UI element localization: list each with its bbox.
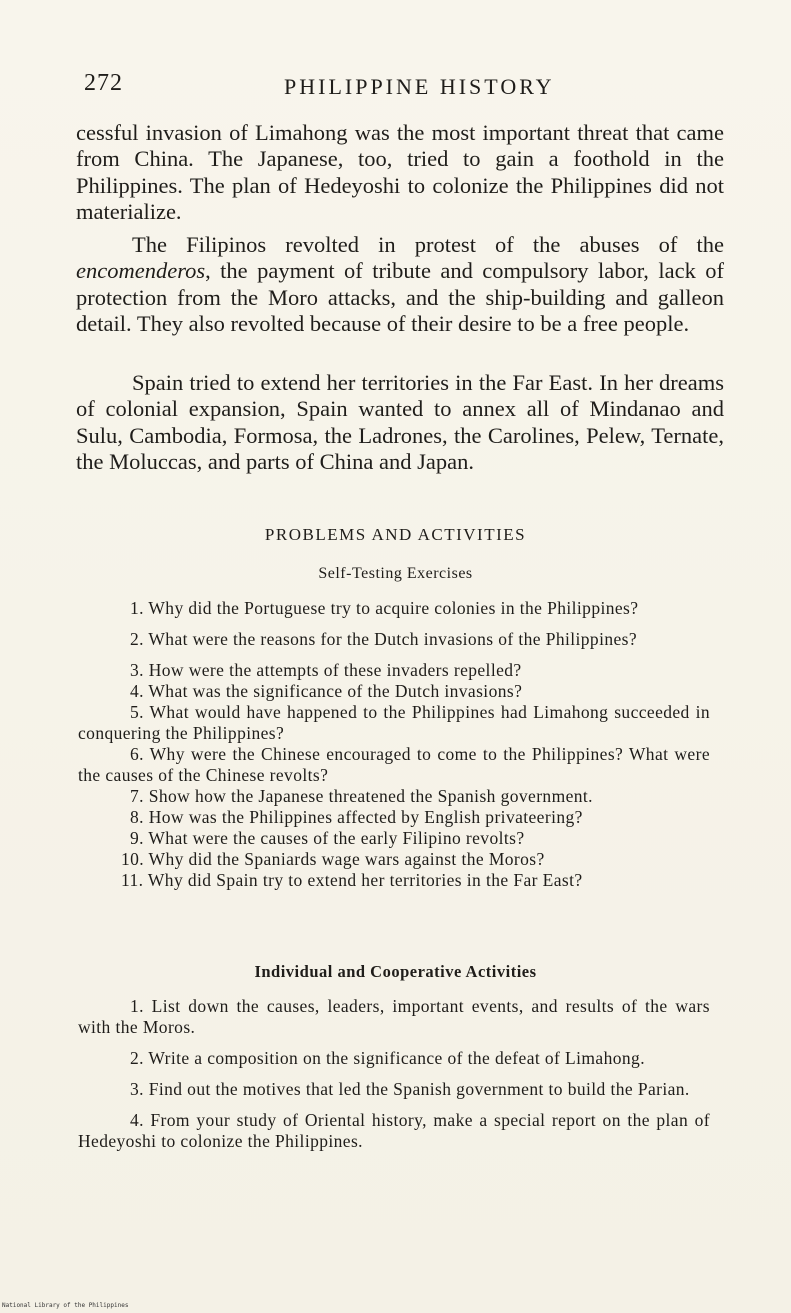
activity-item: 2. Write a composition on the significance of the defeat of Limahong. bbox=[130, 1048, 645, 1068]
activities-heading: Individual and Cooperative Activities bbox=[254, 962, 537, 981]
exercise-item: 9. What were the causes of the early Filipino revolts? bbox=[130, 828, 525, 848]
self-testing-heading: Self-Testing Exercises bbox=[318, 565, 473, 582]
running-head: PHILIPPINE HISTORY bbox=[284, 74, 555, 99]
exercise-item: 4. What was the significance of the Dutch invasions? bbox=[130, 681, 523, 701]
library-stamp: National Library of the Philippines bbox=[2, 1302, 129, 1309]
body-paragraph-2 bbox=[76, 232, 724, 337]
exercise-item: 3. How were the attempts of these invaders repelled? bbox=[130, 660, 522, 680]
exercise-item: 7. Show how the Japanese threatened the Spanish government. bbox=[130, 786, 593, 806]
paragraph-text: Spain tried to extend her territories in the Far East. In her dreams of colonial expansion, Spain wanted to annex all of Mindanao and Sulu, Cambodia, Formosa, the Ladrones, the Carolines, Pelew, Ternate, the Moluccas, and parts of China and Japan. bbox=[76, 370, 724, 474]
exercise-item: 10. Why did the Spaniards wage wars against the Moros? bbox=[121, 849, 545, 869]
exercise-item: 11. Why did Spain try to extend her territories in the Far East? bbox=[121, 870, 583, 890]
paragraph-text: The Filipinos revolted in protest of the abuses of the encomenderos, the payment of tribute and compulsory labor, lack of protection from the Moro attacks, and the ship-building and galleon detail. They also revolted because of their desire to be a free people. bbox=[76, 232, 724, 336]
body-paragraph-1 bbox=[76, 120, 724, 225]
exercise-item: 1. Why did the Portuguese try to acquire colonies in the Philippines? bbox=[130, 598, 639, 618]
self-testing-list bbox=[78, 598, 710, 891]
exercise-item: 8. How was the Philippines affected by English privateering? bbox=[130, 807, 583, 827]
page-header bbox=[84, 70, 724, 106]
exercise-item: 5. What would have happened to the Philippines had Limahong succeeded in conquering the Philippines? bbox=[78, 702, 710, 743]
exercise-item: 2. What were the reasons for the Dutch invasions of the Philippines? bbox=[130, 629, 638, 649]
body-paragraph-3 bbox=[76, 370, 724, 475]
problems-heading: PROBLEMS AND ACTIVITIES bbox=[264, 525, 527, 544]
activity-item: 1. List down the causes, leaders, important events, and results of the wars with the Moros. bbox=[78, 996, 710, 1037]
paragraph-text: cessful invasion of Limahong was the most important threat that came from China. The Japanese, too, tried to gain a foothold in the Philippines. The plan of Hedeyoshi to colonize the Philippines did not materialize. bbox=[76, 120, 724, 224]
exercise-item: 6. Why were the Chinese encouraged to come to the Philippines? What were the causes of the Chinese revolts? bbox=[78, 744, 710, 785]
activity-item: 3. Find out the motives that led the Spanish government to build the Parian. bbox=[130, 1079, 690, 1099]
page-number: 272 bbox=[84, 70, 123, 96]
activities-list bbox=[78, 996, 710, 1152]
italic-term: encomenderos bbox=[76, 258, 206, 284]
activity-item: 4. From your study of Oriental history, make a special report on the plan of Hedeyoshi to colonize the Philippines. bbox=[78, 1110, 710, 1151]
